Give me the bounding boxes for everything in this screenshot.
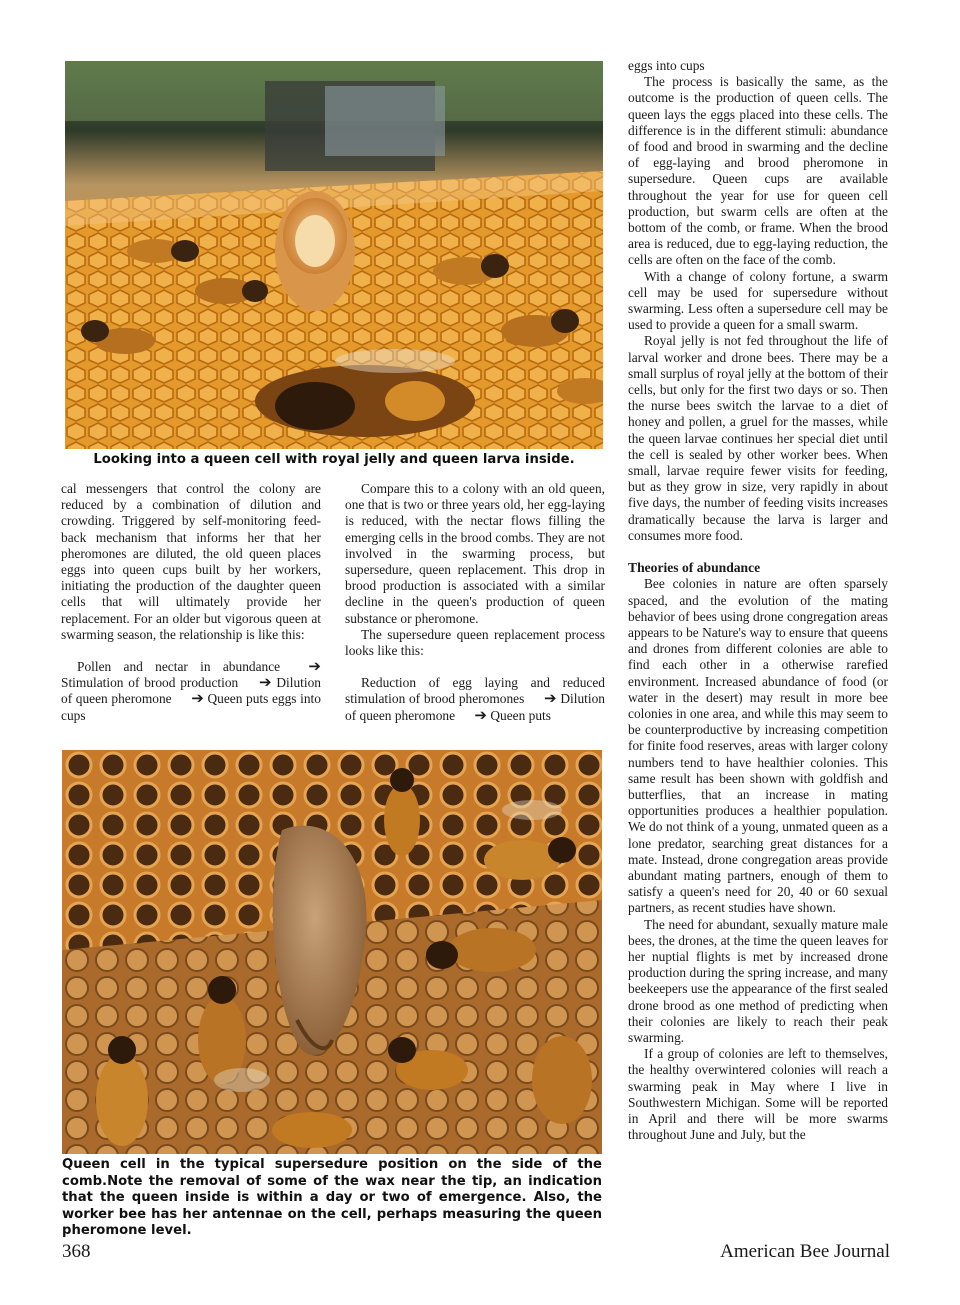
- chain-step: Dilution of queen pheromone: [61, 675, 321, 707]
- right-paragraph-0: eggs into cups: [628, 58, 705, 73]
- queen-cup-shape: [275, 191, 355, 311]
- chain-step: Reduction of egg laying and reduced stimulation of brood pheromones: [345, 675, 605, 707]
- left-chain: [61, 659, 321, 724]
- middle-chain: [345, 675, 605, 724]
- right-paragraph-4: Bee colonies in nature are often sparsely spaced, and the evolution of the mating behavior of bees using drone congregation areas appears to be Nature's way to ensure that queens and drones from different colonies are able to find each other in a otherwise rarefied environment. Increased abundance of food (or water in the desert) may result in more bee colonies in one area, and while this may seem to be counterproductive by increasing competition for finite food reserves, areas with larger colony numbers tend to have healthier colonies. This same result has been shown with goldfish and butterflies, that an increase in mating opportunities produces a healthier population. We do not think of a young, unmated queen as a lone predator, searching great distances for a mate. Instead, drone congregation areas provide abundant mating partners, enough of them to satisfy a queen's need for 20, 40 or 60 sexual partners, as recent studies have shown.: [628, 576, 888, 916]
- middle-paragraph-1: Compare this to a colony with an old queen, one that is two or three years old, her egg-laying is reduced, with the nectar flows filling the emerging cells in the brood combs. They are not involved in the swarming process, but supersedure, queen replacement. This drop in brood production is associated with a similar decline in the queen's production of queen substance or pheromone.: [345, 481, 605, 626]
- right-paragraph-6: If a group of colonies are left to themselves, the healthy overwintered colonies will reach a swarming peak in May where I live in Southwestern Michigan. Some will be reported in April and there will be more swarms throughout June and July, but the: [628, 1046, 888, 1143]
- queen-cell-photo-bottom: [62, 750, 602, 1154]
- caption-bottom: Queen cell in the typical supersedure position on the side of the comb.Note the removal of some of the wax near the tip, an indication that the queen inside is within a day or two of emergence. Also, the worker bee has her antennae on the cell, perhaps measuring the queen pheromone level.: [62, 1157, 602, 1238]
- chain-step: Pollen and nectar in abundance: [77, 659, 281, 675]
- right-column: [628, 58, 888, 1143]
- section-heading: Theories of abundance: [628, 560, 761, 576]
- caption-top: Looking into a queen cell with royal jelly and queen larva inside.: [93, 452, 575, 467]
- left-paragraph-1: cal messengers that control the colony are reduced by a combination of dilution and crowding. Triggered by self-monitoring feed-back mechanism that informs her that her pheromones are diluted, the old queen places eggs into queen cups built by her workers, initiating the production of the daughter queen cells that will ultimately provide her replacement. For an older but vigorous queen at swarming season, the relationship is like this:: [61, 481, 321, 642]
- right-arrow-icon: ➔: [308, 657, 321, 676]
- right-arrow-icon: ➔: [259, 673, 272, 692]
- queen-cell-photo-top: [65, 61, 603, 449]
- chain-step: Dilution of queen pheromone: [345, 691, 605, 723]
- right-arrow-icon: ➔: [544, 689, 557, 708]
- middle-column: [345, 481, 605, 724]
- right-arrow-icon: ➔: [474, 705, 487, 724]
- right-paragraph-5: The need for abundant, sexually mature male bees, the drones, at the time the queen leaves for her nuptial flights is met by increased drone production during the spring increase, and many beekeepers use the appearance of the first sealed drone brood as one method of predicting when their colonies are likely to reach their peak swarming.: [628, 916, 888, 1045]
- right-paragraph-2: With a change of colony fortune, a swarm cell may be used for supersedure without swarming. Less often a supersedure cell may be used to provide a queen for a small swarm.: [628, 268, 888, 333]
- page-number: 368: [62, 1241, 91, 1262]
- chain-step: Stimulation of brood production: [61, 675, 239, 691]
- right-paragraph-3: Royal jelly is not fed throughout the life of larval worker and drone bees. There may be a small surplus of royal jelly at the bottom of their cells, but only for the first two days or so. Then the nurse bees switch the larvae to a diet of honey and pollen, a gruel for the masses, while the queen larvae continues her special diet until the cell is sealed by other worker bees. When small, larvae require fewer visits for feeding, but as they grow in size, very rapidly in about five days, the number of feeding visits increases dramatically because the larva is larger and consumes more food.: [628, 333, 888, 543]
- left-column: [61, 481, 321, 724]
- right-paragraph-1: The process is basically the same, as the outcome is the production of queen cells. The queen lays the eggs placed into these cells. The difference is in the different stimuli: abundance of food and brood in swarming and the decline of egg-laying and brood pheromone in supersedure. Queen cups are available throughout the year for use for queen cell production, but swarm cells are often at the bottom of the comb, or frame. When the brood area is reduced, due to egg-laying reduction, the cells are often on the face of the comb.: [628, 74, 888, 268]
- queen-cell-illustration-top: [65, 61, 603, 449]
- right-arrow-icon: ➔: [191, 689, 204, 708]
- chain-step: Queen puts eggs into cups: [61, 691, 321, 723]
- middle-paragraph-2: The supersedure queen replacement process looks like this:: [345, 626, 605, 659]
- journal-title: American Bee Journal: [720, 1241, 890, 1262]
- queen-cell-illustration-bottom: [62, 750, 602, 1154]
- chain-step: Queen puts: [490, 707, 551, 723]
